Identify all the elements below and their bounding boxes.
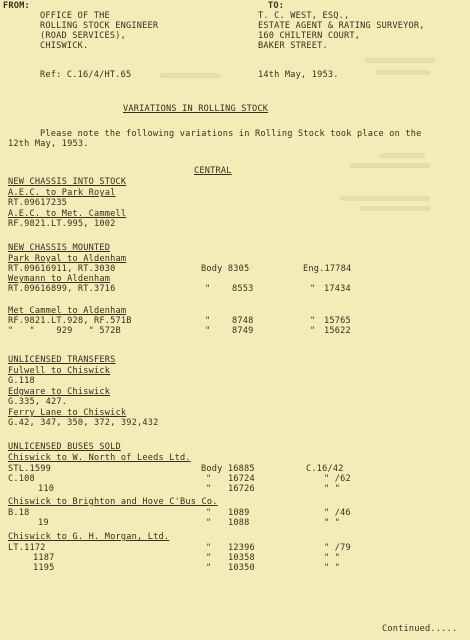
unlicensed-buses-sold-heading: UNLICENSED BUSES SOLD <box>8 442 121 452</box>
vehicle-line: RT.09616911, RT.3030 <box>8 264 116 274</box>
engine-number: 17434 <box>324 284 351 294</box>
body-number: 8748 <box>232 316 254 326</box>
route-subheading: Chiswick to W. North of Leeds Ltd. <box>8 453 191 463</box>
ditto-mark: " <box>206 474 212 484</box>
to-line: T. C. WEST, ESQ., <box>258 11 350 21</box>
ditto-mark: " <box>310 284 316 294</box>
vehicle-line: STL.1599 <box>8 464 51 474</box>
reference-code: " " <box>324 563 341 573</box>
document-date: 14th May, 1953. <box>258 70 339 80</box>
vehicle-line: G.118 <box>8 376 35 386</box>
route-subheading: Chiswick to G. H. Morgan, Ltd. <box>8 532 170 542</box>
body-number: 8749 <box>232 326 254 336</box>
vehicle-line: G.42, 347, 350, 372, 392,432 <box>8 418 159 428</box>
route-subheading: A.E.C. to Met. Cammell <box>8 209 127 219</box>
vehicle-line: RT.09617235 <box>8 198 68 208</box>
to-line: BAKER STREET. <box>258 41 328 51</box>
body-number: 1088 <box>228 518 250 528</box>
from-line: ROLLING STOCK ENGINEER <box>40 21 159 31</box>
route-subheading: Fulwell to Chiswick <box>8 366 111 376</box>
vehicle-line: 110 <box>38 484 55 494</box>
to-label: TO: <box>268 1 285 11</box>
ditto-mark: " <box>206 518 212 528</box>
route-subheading: Weymann to Aldenham <box>8 274 111 284</box>
body-number: Body 8305 <box>201 264 250 274</box>
engine-number: 15765 <box>324 316 351 326</box>
ditto-mark: " <box>205 284 211 294</box>
ditto-mark: " <box>205 326 211 336</box>
from-line: OFFICE OF THE <box>40 11 110 21</box>
show-through-mark <box>360 206 430 211</box>
ditto-mark: " <box>206 543 212 553</box>
reference-code: " /62 <box>324 474 351 484</box>
engine-number: 15622 <box>324 326 351 336</box>
to-line: 160 CHILTERN COURT, <box>258 31 361 41</box>
ditto-mark: " <box>310 326 316 336</box>
reference-code: C.16/42 <box>306 464 344 474</box>
body-number: 16724 <box>228 474 255 484</box>
reference-code: " " <box>324 518 341 528</box>
show-through-mark <box>375 70 430 75</box>
unlicensed-transfers-heading: UNLICENSED TRANSFERS <box>8 355 116 365</box>
route-subheading: Ferry Lane to Chiswick <box>8 408 127 418</box>
vehicle-line: G.335, 427. <box>8 397 68 407</box>
continued-note: Continued..... <box>382 624 458 634</box>
route-subheading: Met Cammel to Aldenham <box>8 306 127 316</box>
vehicle-line: " " 929 " 572B <box>8 326 121 336</box>
body-number: 12396 <box>228 543 255 553</box>
body-number: 1089 <box>228 508 250 518</box>
show-through-mark <box>160 73 220 78</box>
vehicle-line: B.18 <box>8 508 30 518</box>
to-line: ESTATE AGENT & RATING SURVEYOR, <box>258 21 425 31</box>
from-label: FROM: <box>3 1 30 11</box>
vehicle-line: LT.1172 <box>8 543 46 553</box>
vehicle-line: 1187 <box>33 553 55 563</box>
body-number: 16726 <box>228 484 255 494</box>
vehicle-line: RT.09616899, RT.3716 <box>8 284 116 294</box>
body-number: Body 16885 <box>201 464 255 474</box>
document-title: VARIATIONS IN ROLLING STOCK <box>123 104 269 114</box>
show-through-mark <box>340 196 430 201</box>
section-heading-central: CENTRAL <box>194 166 232 176</box>
reference-code: " /46 <box>324 508 351 518</box>
route-subheading: Chiswick to Brighton and Hove C'Bus Co. <box>8 497 218 507</box>
route-subheading: Park Royal to Aldenham <box>8 254 127 264</box>
ditto-mark: " <box>206 563 212 573</box>
ditto-mark: " <box>206 508 212 518</box>
from-line: (ROAD SERVICES), <box>40 31 126 41</box>
vehicle-line: RF.9821.LT.928, RF.571B <box>8 316 132 326</box>
ditto-mark: " <box>206 553 212 563</box>
engine-number: Eng.17784 <box>303 264 352 274</box>
vehicle-line: 19 <box>38 518 49 528</box>
intro-text: Please note the following variations in Rolling Stock took place on the <box>40 129 422 139</box>
reference-code: " /79 <box>324 543 351 553</box>
ditto-mark: " <box>206 484 212 494</box>
reference-number: Ref: C.16/4/HT.65 <box>40 70 132 80</box>
route-subheading: A.E.C. to Park Royal <box>8 188 116 198</box>
route-subheading: Edgware to Chiswick <box>8 387 111 397</box>
show-through-mark <box>350 163 430 168</box>
vehicle-line: C.108 <box>8 474 35 484</box>
reference-code: " " <box>324 553 341 563</box>
body-number: 8553 <box>232 284 254 294</box>
show-through-mark <box>365 58 435 63</box>
new-chassis-mounted-heading: NEW CHASSIS MOUNTED <box>8 243 111 253</box>
intro-text: 12th May, 1953. <box>8 139 89 149</box>
body-number: 10358 <box>228 553 255 563</box>
vehicle-line: 1195 <box>33 563 55 573</box>
vehicle-line: RF.9821.LT.995, 1002 <box>8 219 116 229</box>
ditto-mark: " <box>205 316 211 326</box>
new-chassis-into-stock-heading: NEW CHASSIS INTO STOCK <box>8 177 127 187</box>
ditto-mark: " <box>310 316 316 326</box>
reference-code: " " <box>324 484 341 494</box>
from-line: CHISWICK. <box>40 41 89 51</box>
show-through-mark <box>380 153 425 158</box>
body-number: 10350 <box>228 563 255 573</box>
